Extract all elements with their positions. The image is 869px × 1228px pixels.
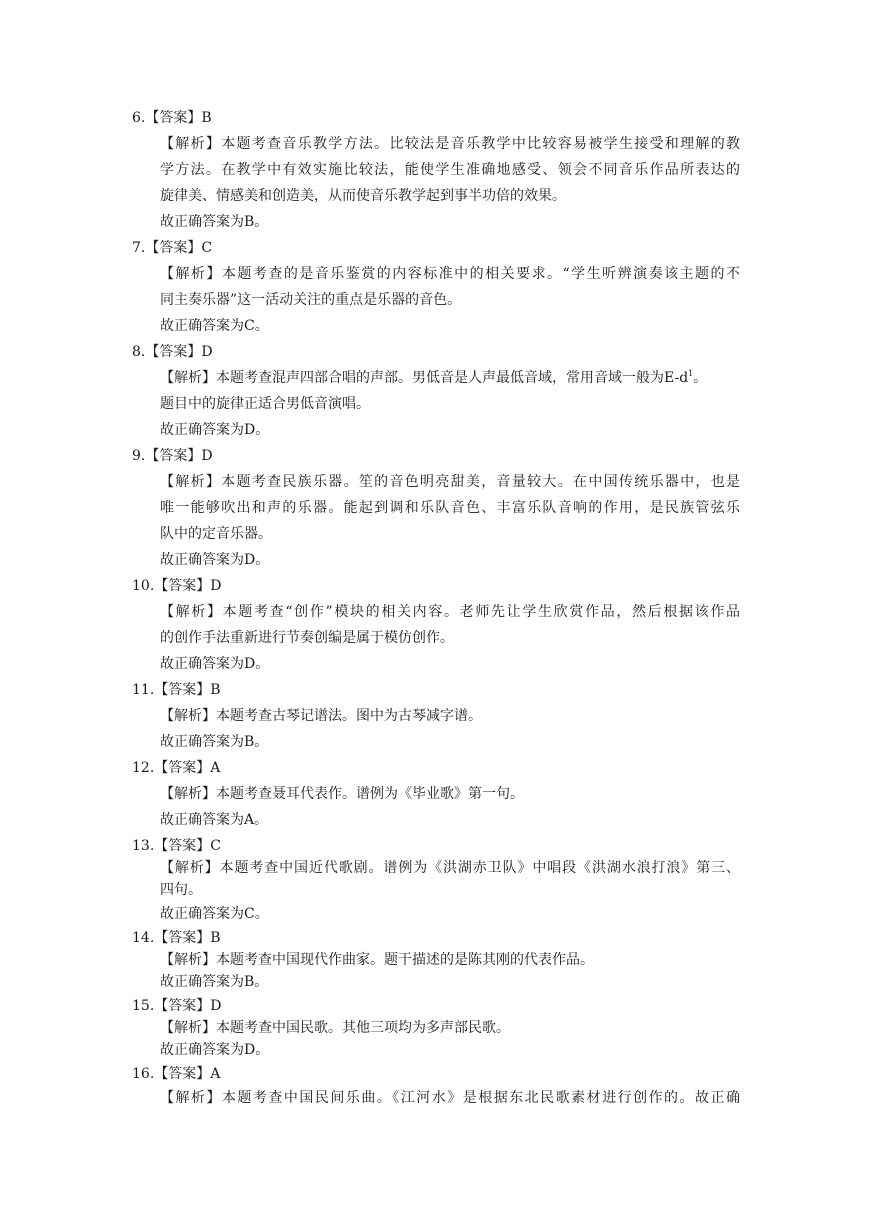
answer-line: 7.【答案】C	[132, 240, 213, 256]
answer-line: 15.【答案】D	[132, 998, 222, 1014]
analysis-line: 【解析】本题考查中国近代歌剧。谱例为《洪湖赤卫队》中唱段《洪湖水浪打浪》第三、	[160, 860, 740, 876]
conclusion-line: 故正确答案为D。	[160, 1042, 270, 1058]
conclusion-line: 故正确答案为B。	[160, 734, 269, 750]
analysis-text-tail: 。	[693, 370, 708, 386]
analysis-line: 【解析】本题考查民族乐器。笙的音色明亮甜美，音量较大。在中国传统乐器中，也是	[160, 474, 740, 490]
conclusion-line: 故正确答案为D。	[160, 552, 270, 568]
analysis-line: 【解析】本题考查中国民歌。其他三项均为多声部民歌。	[160, 1020, 510, 1036]
analysis-line	[160, 368, 740, 388]
conclusion-line: 故正确答案为C。	[160, 906, 269, 922]
analysis-line: 【解析】本题考查古琴记谱法。图中为古琴减字谱。	[160, 708, 482, 724]
analysis-line: 题目中的旋律正适合男低音演唱。	[160, 396, 370, 412]
answer-line: 11.【答案】B	[132, 682, 221, 698]
analysis-text: 【解析】本题考查混声四部合唱的声部。男低音是人声最低音域，常用音域一般为E-d	[160, 370, 689, 386]
analysis-line: 【解析】本题考查中国现代作曲家。题干描述的是陈其刚的代表作品。	[160, 952, 594, 968]
analysis-line: 【解析】本题考查的是音乐鉴赏的内容标准中的相关要求。“学生听辨演奏该主题的不	[160, 266, 740, 282]
conclusion-line: 故正确答案为D。	[160, 422, 270, 438]
analysis-line: 【解析】本题考查“创作”模块的相关内容。老师先让学生欣赏作品，然后根据该作品	[160, 604, 740, 620]
answer-line: 16.【答案】A	[132, 1066, 221, 1082]
answer-line: 10.【答案】D	[132, 578, 222, 594]
conclusion-line: 故正确答案为B。	[160, 974, 269, 990]
analysis-line: 的创作手法重新进行节奏创编是属于模仿创作。	[160, 630, 454, 646]
answer-line: 12.【答案】A	[132, 760, 221, 776]
conclusion-line: 故正确答案为B。	[160, 214, 269, 230]
conclusion-line: 故正确答案为A。	[160, 812, 269, 828]
analysis-line: 唯一能够吹出和声的乐器。能起到调和乐队音色、丰富乐队音响的作用，是民族管弦乐	[160, 500, 740, 516]
analysis-line: 同主奏乐器”这一活动关注的重点是乐器的音色。	[160, 292, 462, 308]
conclusion-line: 故正确答案为C。	[160, 318, 269, 334]
analysis-line: 学方法。在教学中有效实施比较法，能使学生准确地感受、领会不同音乐作品所表达的	[160, 162, 740, 178]
analysis-line: 【解析】本题考查中国民间乐曲。《江河水》是根据东北民歌素材进行创作的。故正确	[160, 1090, 740, 1106]
answer-line: 8.【答案】D	[132, 344, 213, 360]
analysis-line: 四句。	[160, 882, 202, 898]
analysis-line: 【解析】本题考查音乐教学方法。比较法是音乐教学中比较容易被学生接受和理解的教	[160, 136, 740, 152]
answer-line: 6.【答案】B	[132, 110, 212, 126]
answer-line: 9.【答案】D	[132, 448, 213, 464]
conclusion-line: 故正确答案为D。	[160, 656, 270, 672]
analysis-line: 【解析】本题考查聂耳代表作。谱例为《毕业歌》第一句。	[160, 786, 524, 802]
answer-line: 13.【答案】C	[132, 838, 221, 854]
analysis-line: 旋律美、情感美和创造美，从而使音乐教学起到事半功倍的效果。	[160, 188, 566, 204]
answer-line: 14.【答案】B	[132, 930, 221, 946]
superscript: 1	[688, 369, 694, 378]
analysis-line: 队中的定音乐器。	[160, 526, 272, 542]
